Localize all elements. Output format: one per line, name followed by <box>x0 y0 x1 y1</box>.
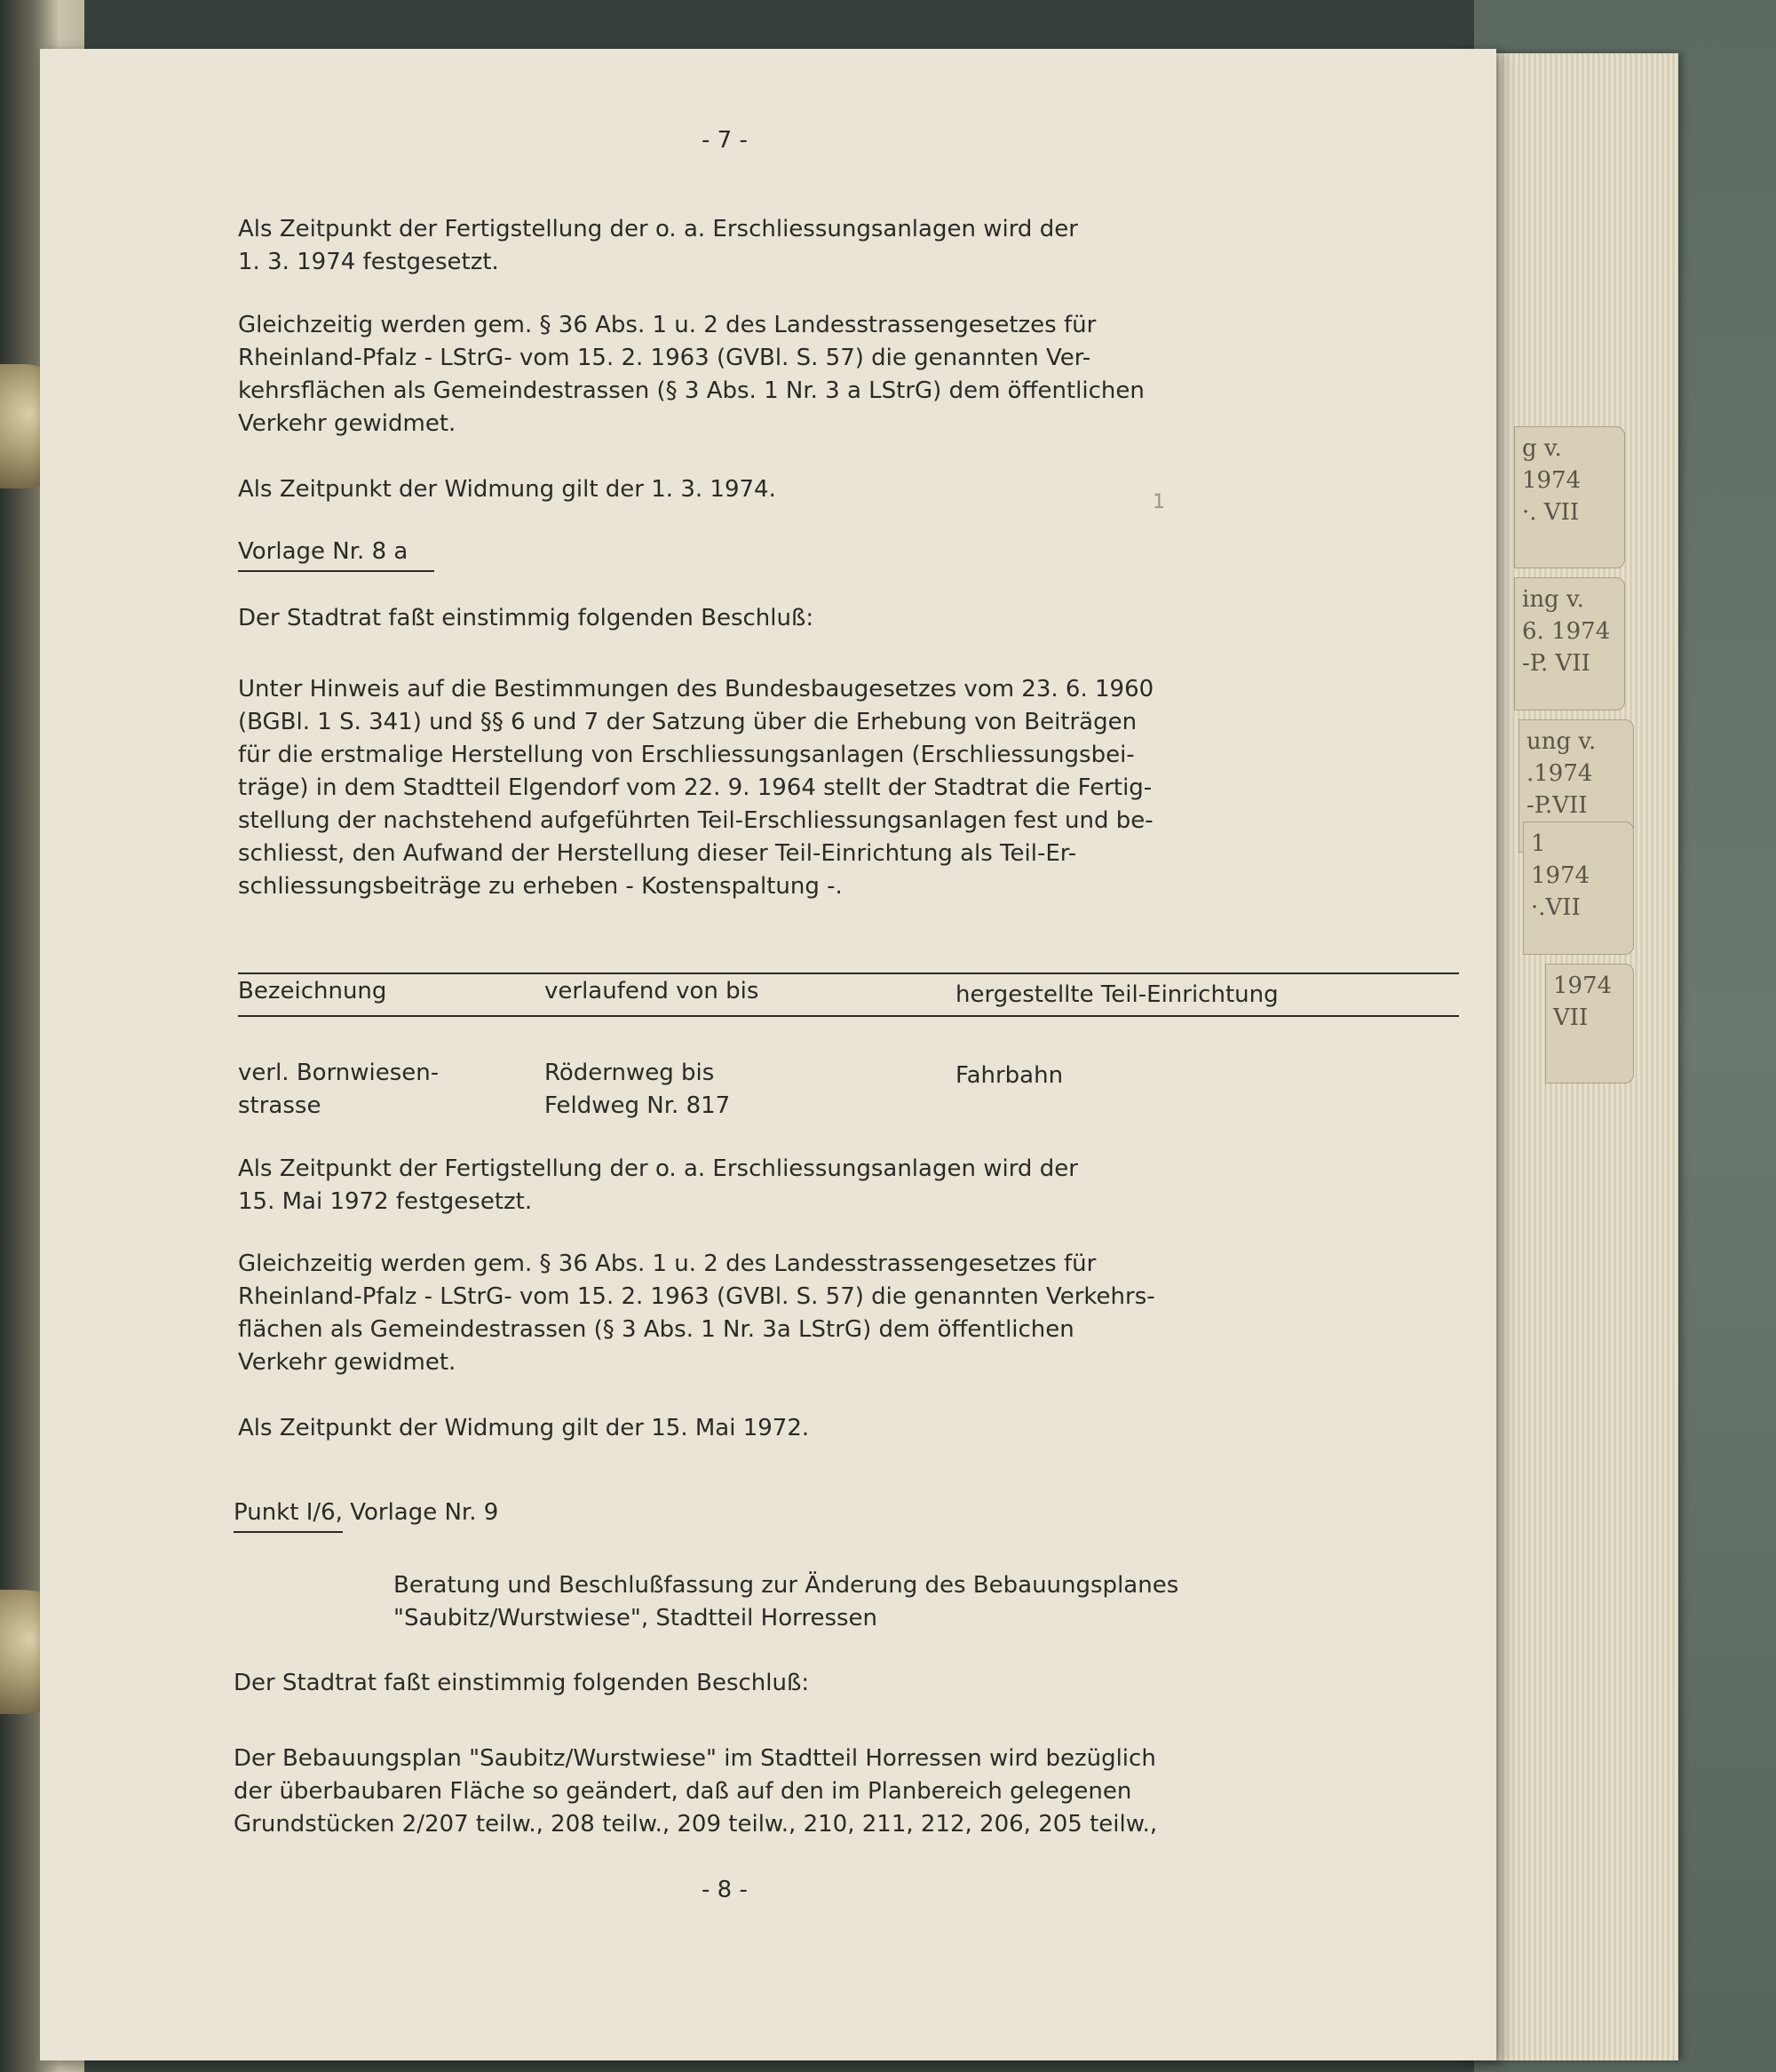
paragraph-bebauungsplan: Der Bebauungsplan "Saubitz/Wurstwiese" im Stadtteil Horressen wird bezüglich der überbaubaren Fläche so geändert, daß auf den im Planbereich gelegenen Grundstücken 2/207 teilw., 208 teilw., 209 teilw., 210, 211, 212, 206, 205 teilw., <box>234 1745 1158 1838</box>
paragraph-widmung-date-1972: Als Zeitpunkt der Widmung gilt der 15. Mai 1972. <box>238 1415 810 1441</box>
punkt-heading <box>234 1496 1379 1533</box>
punkt-vorlage: Vorlage Nr. 9 <box>342 1499 499 1526</box>
paragraph-beschluss-2: Der Stadtrat faßt einstimmig folgenden Beschluß: <box>234 1670 810 1696</box>
table-header-einrichtung: hergestellte Teil-Einrichtung <box>955 981 1279 1008</box>
index-tab-2[interactable]: ing v. 6. 1974 -P. VII <box>1514 577 1625 711</box>
index-tab-3[interactable]: ung v. .1974 -P.VII <box>1518 719 1634 853</box>
paragraph-hinweis: Unter Hinweis auf die Bestimmungen des Bundesbaugesetzes vom 23. 6. 1960 (BGBl. 1 S. 341) und §§ 6 und 7 der Satzung über die Erhebung von Beiträgen für die erstmalige Herstellung von Erschliessungsanlagen (Erschliessungsbei- träge) in dem Stadtteil Elgendorf vom 22. 9. 1964 stellt der Stadtrat die Fertig- stellung der nachstehend aufgeführten Teil-Erschliessungsanlagen fest und be- schliesst, den Aufwand der Herstellung dieser Teil-Einrichtung als Teil-Er- schliessungsbeiträge zu erheben - Kostenspaltung -. <box>238 676 1154 900</box>
table-row-verlauf: Rödernweg bis Feldweg Nr. 817 <box>544 1060 731 1119</box>
vorlage-heading <box>238 536 1384 572</box>
punkt-label: Punkt I/6, <box>234 1496 343 1533</box>
paragraph-beschluss-1: Der Stadtrat faßt einstimmig folgenden Beschluß: <box>238 605 814 631</box>
table-header-verlauf: verlaufend von bis <box>544 978 759 1004</box>
paragraph-widmung-1972: Gleichzeitig werden gem. § 36 Abs. 1 u. 2 des Landesstrassengesetzes für Rheinland-Pfalz - LStrG- vom 15. 2. 1963 (GVBl. S. 57) die genannten Verkehrs- flächen als Gemeindestrassen (§ 3 Abs. 1 Nr. 3a LStrG) dem öffentlichen Verkehr gewidmet. <box>238 1250 1155 1376</box>
paragraph-beratung: Beratung und Beschlußfassung zur Änderung des Bebauungsplanes "Saubitz/Wurstwiese", Stadtteil Horressen <box>393 1572 1179 1631</box>
page-number-bottom: - 8 - <box>702 1877 748 1903</box>
table-header-bezeichnung: Bezeichnung <box>238 978 387 1004</box>
paragraph-widmung-date-1974: Als Zeitpunkt der Widmung gilt der 1. 3. 1974. <box>238 476 776 503</box>
paragraph-widmung-1974: Gleichzeitig werden gem. § 36 Abs. 1 u. 2 des Landesstrassengesetzes für Rheinland-Pfalz - LStrG- vom 15. 2. 1963 (GVBl. S. 57) die genannten Ver- kehrsflächen als Gemeindestrassen (§ 3 Abs. 1 Nr. 3 a LStrG) dem öffentlichen Verkehr gewidmet. <box>238 312 1145 437</box>
table-header-rule <box>238 1015 1459 1017</box>
index-tab-4[interactable]: 1 1974 ·.VII <box>1523 822 1634 955</box>
paragraph-fertigstellung-1974: Als Zeitpunkt der Fertigstellung der o. a. Erschliessungsanlagen wird der 1. 3. 1974 festgesetzt. <box>238 216 1078 275</box>
index-tab-1[interactable]: g v. 1974 ·. VII <box>1514 426 1625 568</box>
paragraph-fertigstellung-1972: Als Zeitpunkt der Fertigstellung der o. a. Erschliessungsanlagen wird der 15. Mai 1972 festgesetzt. <box>238 1155 1078 1215</box>
table-top-rule <box>238 972 1459 974</box>
vorlage-8a-label: Vorlage Nr. 8 a <box>238 536 434 572</box>
table-row-einrichtung: Fahrbahn <box>955 1062 1064 1089</box>
table-row-bezeichnung: verl. Bornwiesen- strasse <box>238 1060 440 1119</box>
margin-mark: 1 <box>1153 491 1165 513</box>
index-tab-5[interactable]: 1974 VII <box>1545 964 1634 1084</box>
page-number-top: - 7 - <box>702 127 748 154</box>
